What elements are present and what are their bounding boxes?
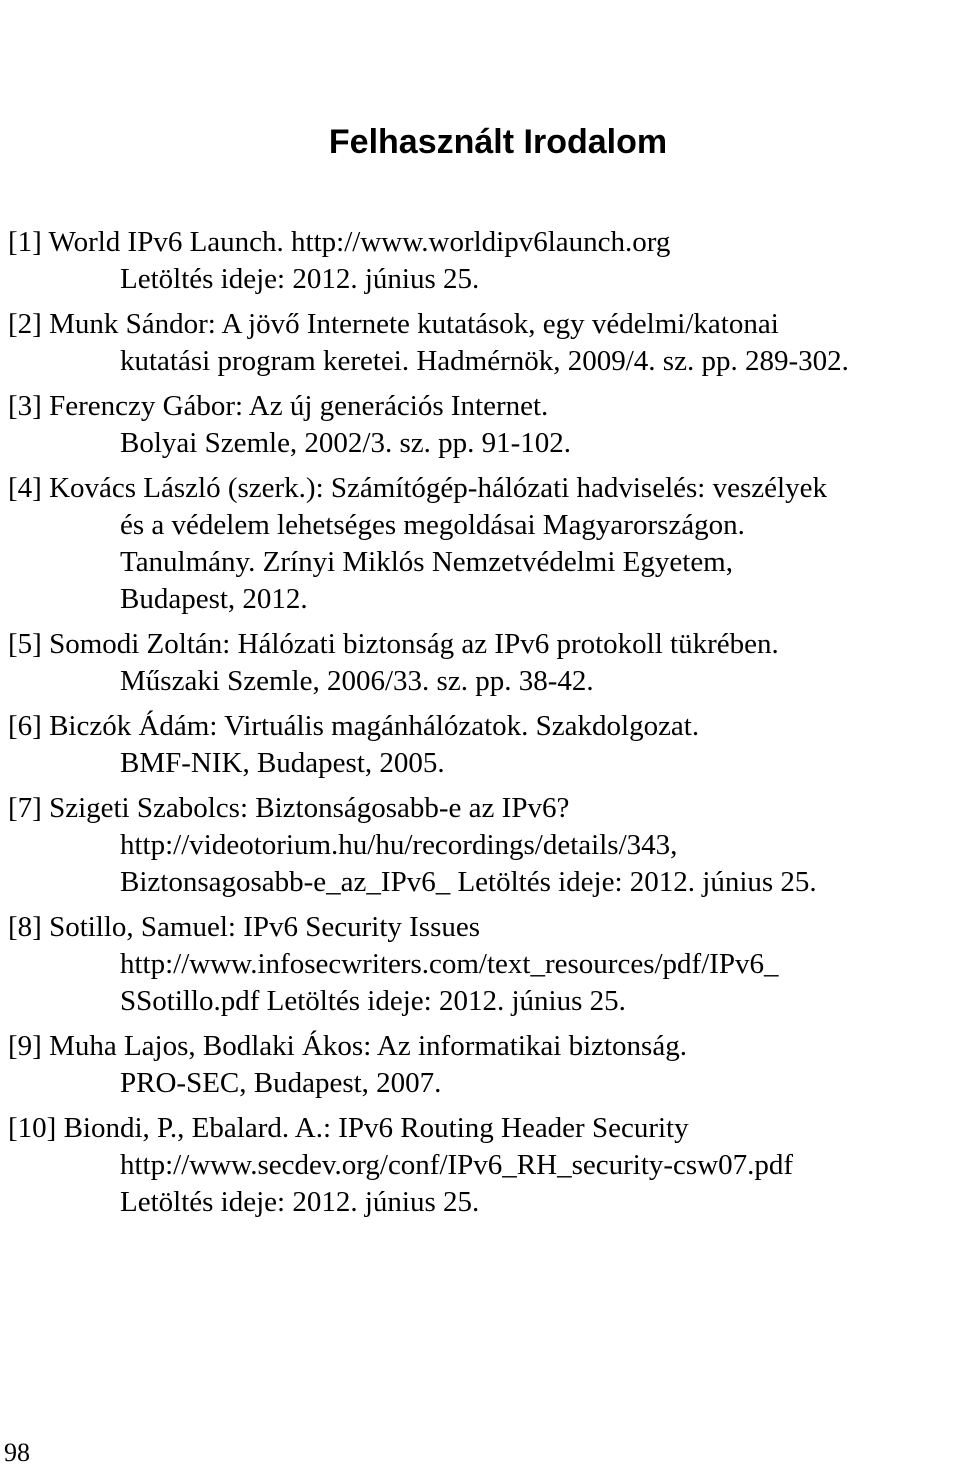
page-title: Felhasznált Irodalom [328, 123, 668, 161]
reference-continuation-line: Letöltés ideje: 2012. június 25. [120, 1186, 480, 1218]
reference-item [8, 1110, 953, 1221]
reference-first-line: [5] Somodi Zoltán: Hálózati biztonság az IPv6 protokoll tükrében. [8, 628, 779, 660]
reference-item [8, 388, 953, 462]
reference-item [8, 626, 953, 700]
page-number: 98 [4, 1438, 30, 1467]
reference-continuation-line: kutatási program keretei. Hadmérnök, 2009/4. sz. pp. 289-302. [120, 345, 849, 377]
reference-item [8, 470, 953, 618]
reference-item [8, 790, 953, 901]
reference-first-line: [8] Sotillo, Samuel: IPv6 Security Issues [8, 911, 481, 943]
reference-continuation-line: SSotillo.pdf Letöltés ideje: 2012. június 25. [120, 985, 626, 1017]
reference-first-line: [6] Biczók Ádám: Virtuális magánhálózatok. Szakdolgozat. [8, 710, 700, 742]
reference-item [8, 909, 953, 1020]
reference-first-line: [7] Szigeti Szabolcs: Biztonságosabb-e az IPv6? [8, 792, 570, 824]
reference-continuation-line: és a védelem lehetséges megoldásai Magyarországon. [120, 509, 745, 541]
reference-item [8, 306, 953, 380]
reference-first-line: [10] Biondi, P., Ebalard. A.: IPv6 Routing Header Security [8, 1112, 689, 1144]
reference-continuation-line: http://www.infosecwriters.com/text_resources/pdf/IPv6_ [120, 948, 779, 980]
reference-continuation-line: Bolyai Szemle, 2002/3. sz. pp. 91-102. [120, 427, 572, 459]
reference-first-line: [9] Muha Lajos, Bodlaki Ákos: Az informatikai biztonság. [8, 1030, 687, 1062]
reference-first-line: [2] Munk Sándor: A jövő Internete kutatások, egy védelmi/katonai [8, 308, 779, 340]
reference-first-line: [3] Ferenczy Gábor: Az új generációs Internet. [8, 390, 549, 422]
reference-continuation-line: Tanulmány. Zrínyi Miklós Nemzetvédelmi Egyetem, [120, 546, 733, 578]
reference-continuation-line: http://www.secdev.org/conf/IPv6_RH_security-csw07.pdf [120, 1149, 794, 1181]
reference-item [8, 708, 953, 782]
reference-item [8, 1028, 953, 1102]
reference-continuation-line: Letöltés ideje: 2012. június 25. [120, 263, 480, 295]
reference-first-line: [1] World IPv6 Launch. http://www.worldipv6launch.org [8, 226, 671, 258]
reference-item [8, 224, 953, 298]
reference-first-line: [4] Kovács László (szerk.): Számítógép-hálózati hadviselés: veszélyek [8, 472, 827, 504]
reference-continuation-line: http://videotorium.hu/hu/recordings/details/343, [120, 829, 678, 861]
reference-list [8, 224, 953, 1221]
reference-continuation-line: Budapest, 2012. [120, 583, 308, 615]
reference-continuation-line: Műszaki Szemle, 2006/33. sz. pp. 38-42. [120, 665, 594, 697]
reference-continuation-line: BMF-NIK, Budapest, 2005. [120, 747, 445, 779]
reference-continuation-line: PRO-SEC, Budapest, 2007. [120, 1067, 442, 1099]
reference-continuation-line: Biztonsagosabb-e_az_IPv6_ Letöltés ideje: 2012. június 25. [120, 866, 817, 898]
